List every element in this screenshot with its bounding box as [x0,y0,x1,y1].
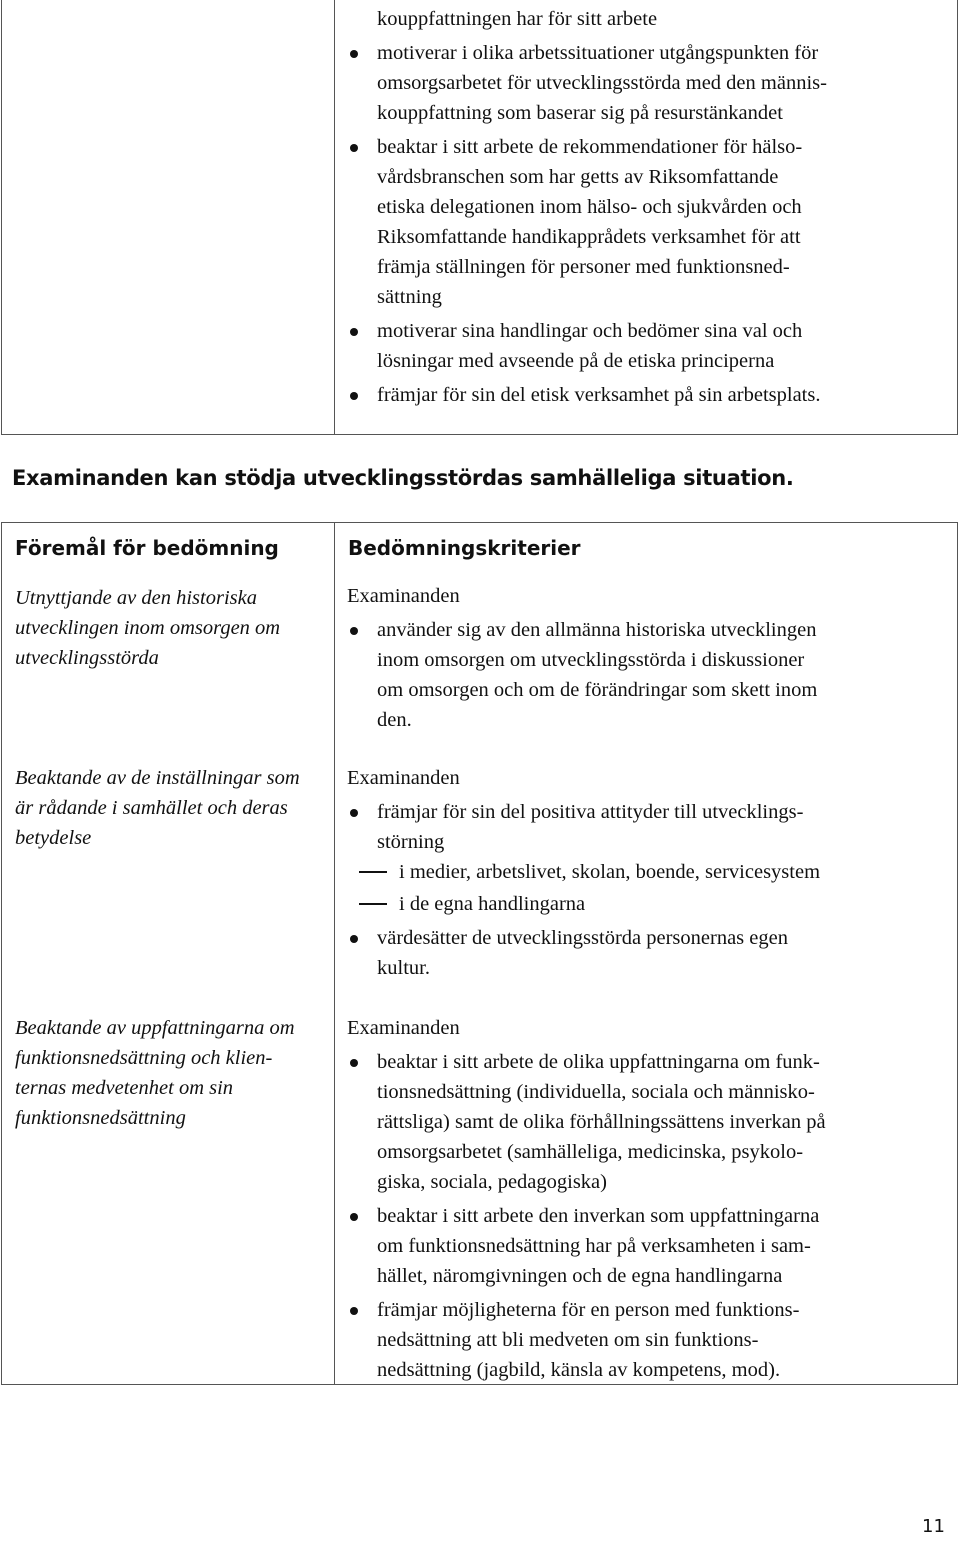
bullet-line: främjar för sin del etisk verksamhet på sin arbetsplats. [377,384,821,406]
assessment-table [1,522,958,1385]
assessment-object [15,1013,325,1133]
subitem-text: i medier, arbetslivet, skolan, boende, servicesystem [399,861,821,883]
page-number: 11 [922,1516,945,1537]
bullet-line: beaktar i sitt arbete de rekommendationer för hälso- [377,136,803,158]
object-line: Beaktande av de inställningar som [15,767,300,789]
assessment-criteria [335,763,955,983]
bullet-icon [350,627,358,635]
criteria-bullet [335,380,951,410]
bullet-line: inom omsorgen om utvecklingsstörda i diskussioner [377,649,805,671]
bullet-line: vårdsbranschen som har getts av Riksomfattande [377,166,779,188]
bullet-line: nedsättning (jagbild, känsla av kompetens, mod). [377,1359,781,1381]
object-line: funktionsnedsättning och klien- [15,1047,273,1069]
continuation-criteria [335,4,951,410]
object-line: Beaktande av uppfattningarna om [15,1017,295,1039]
bullet-icon [350,935,358,943]
bullet-line: den. [377,709,412,731]
bullet-icon [350,144,358,152]
bullet-line: om omsorgen och om de förändringar som skett inom [377,679,818,701]
criteria-bullet [335,1047,955,1197]
object-line: utvecklingsstörda [15,647,159,669]
object-line: utvecklingen inom omsorgen om [15,617,281,639]
bullet-line: hället, näromgivningen och de egna handlingarna [377,1265,783,1287]
bullet-line: motiverar sina handlingar och bedömer sina val och [377,320,803,342]
criteria-bullet [335,615,955,735]
bullet-line: omsorgsarbetet för utvecklingsstörda med den männis- [377,72,827,94]
criteria-bullet [335,38,951,128]
examiner-label: Examinanden [347,1017,460,1039]
criteria-subitem [335,889,955,919]
bullet-line: om funktionsnedsättning har på verksamheten i sam- [377,1235,811,1257]
column-header-object: Föremål för bedömning [15,536,279,560]
bullet-line: beaktar i sitt arbete den inverkan som uppfattningarna [377,1205,820,1227]
object-line: funktionsnedsättning [15,1107,186,1129]
bullet-line: beaktar i sitt arbete de olika uppfattningarna om funk- [377,1051,820,1073]
bullet-line: använder sig av den allmänna historiska utvecklingen [377,619,817,641]
bullet-line: rättsliga) samt de olika förhållningssättens inverkan på [377,1111,826,1133]
assessment-object [15,763,325,853]
criteria-bullet [335,923,955,983]
object-line: betydelse [15,827,92,849]
bullet-icon [350,809,358,817]
dash-icon [359,871,387,873]
bullet-line: sättning [377,286,442,308]
object-line: är rådande i samhället och deras [15,797,288,819]
bullet-line: omsorgsarbetet (samhälleliga, medicinska, psykolo- [377,1141,804,1163]
continuation-table [1,0,958,435]
subitem-text: i de egna handlingarna [399,893,586,915]
bullet-line: främja ställningen för personer med funktionsned- [377,256,790,278]
bullet-line: nedsättning att bli medveten om sin funktions- [377,1329,759,1351]
examiner-label: Examinanden [347,767,460,789]
criteria-bullet [335,797,955,857]
criteria-bullet [335,132,951,312]
bullet-line: etiska delegationen inom hälso- och sjukvården och [377,196,802,218]
column-header-criteria: Bedömningskriterier [348,536,581,560]
bullet-icon [350,392,358,400]
bullet-line: värdesätter de utvecklingsstörda personernas egen [377,927,788,949]
assessment-criteria [335,1013,955,1385]
bullet-icon [350,1213,358,1221]
criteria-bullet [335,316,951,376]
section-title: Examinanden kan stödja utvecklingsstördas samhälleliga situation. [12,466,794,490]
assessment-object [15,583,325,673]
bullet-line: störning [377,831,445,853]
object-line: Utnyttjande av den historiska [15,587,257,609]
examiner-label: Examinanden [347,585,460,607]
bullet-icon [350,328,358,336]
criteria-bullet [335,1295,955,1385]
bullet-line: främjar för sin del positiva attityder till utvecklings- [377,801,804,823]
bullet-line: kultur. [377,957,430,979]
dash-icon [359,903,387,905]
bullet-line: Riksomfattande handikapprådets verksamhet för att [377,226,801,248]
assessment-criteria [335,581,955,735]
bullet-icon [350,1307,358,1315]
bullet-line: giska, sociala, pedagogiska) [377,1171,607,1193]
bullet-icon [350,50,358,58]
bullet-line: tionsnedsättning (individuella, sociala och människo- [377,1081,815,1103]
bullet-icon [350,1059,358,1067]
bullet-line: lösningar med avseende på de etiska principerna [377,350,775,372]
criteria-bullet [335,1201,955,1291]
bullet-line: kouppfattning som baserar sig på resurstänkandet [377,102,783,124]
bullet-line: motiverar i olika arbetssituationer utgångspunkten för [377,42,819,64]
bullet-line: främjar möjligheterna för en person med funktions- [377,1299,800,1321]
criteria-subitem [335,857,955,887]
object-line: ternas medvetenhet om sin [15,1077,234,1099]
continuation-line: kouppfattningen har för sitt arbete [377,8,658,30]
